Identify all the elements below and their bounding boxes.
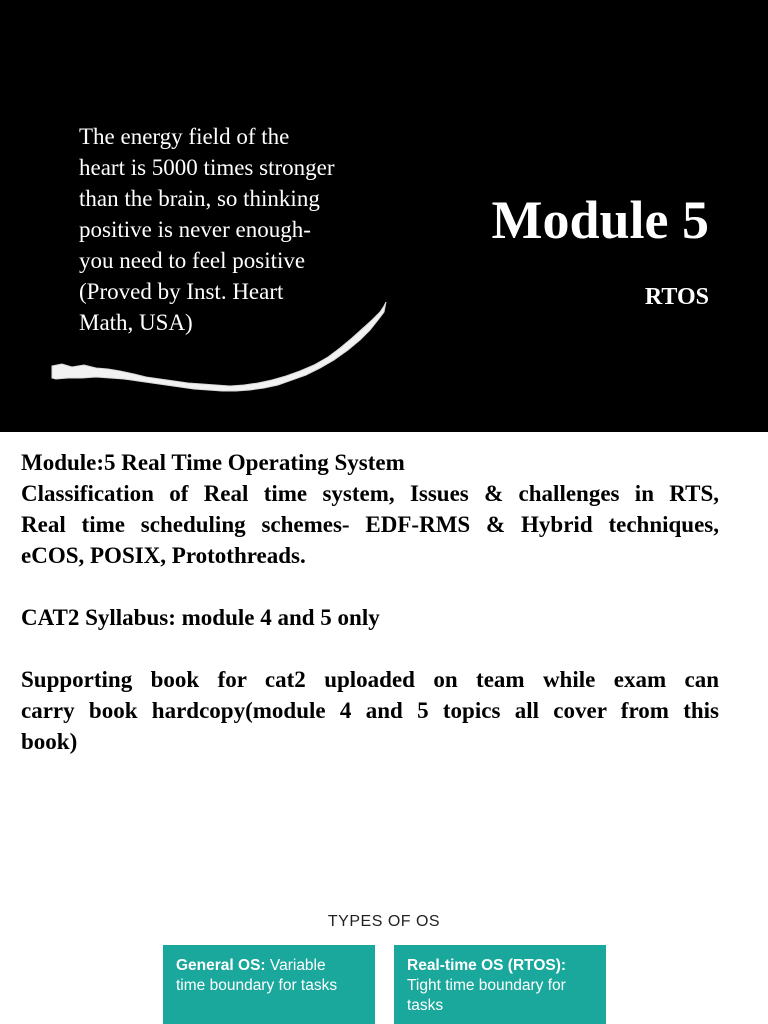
topics-line: eCOS, POSIX, Protothreads.: [21, 543, 306, 568]
quote-line: positive is never enough-: [79, 217, 311, 242]
cat2-syllabus: CAT2 Syllabus: module 4 and 5 only: [21, 605, 380, 630]
quote-line: heart is 5000 times stronger: [79, 155, 335, 180]
module-content: [21, 447, 719, 757]
supporting-line: carry book hardcopy(module 4 and 5 topics all cover from this: [21, 698, 719, 723]
rtos-card: [394, 945, 606, 1024]
quote-line: The energy field of the: [79, 124, 290, 149]
module-subtitle: RTOS: [644, 284, 709, 310]
supporting-line: book): [21, 729, 78, 754]
types-of-os-title: TYPES OF OS: [327, 913, 441, 930]
quote-line: (Proved by Inst. Heart: [79, 279, 284, 304]
card-text: Variable: [265, 957, 326, 974]
quote-line: than the brain, so thinking: [79, 186, 320, 211]
quote-line: you need to feel positive: [79, 248, 306, 273]
card-text: time boundary for tasks: [176, 977, 338, 994]
card-heading: Real-time OS (RTOS):: [407, 957, 567, 974]
hero-banner: [0, 0, 768, 432]
torn-paper-decoration: [50, 298, 390, 393]
general-os-card: [163, 945, 375, 1024]
module-heading: Module:5 Real Time Operating System: [21, 450, 405, 475]
card-text: Tight time boundary for: [407, 977, 566, 994]
card-text: tasks: [407, 997, 444, 1014]
card-heading: General OS:: [176, 957, 266, 974]
topics-line: Classification of Real time system, Issues & challenges in RTS,: [21, 481, 719, 506]
module-title: Module 5: [491, 190, 709, 250]
module-topics: [21, 478, 719, 571]
supporting-book-note: [21, 664, 719, 757]
quote-line: Math, USA): [79, 310, 193, 335]
topics-line: Real time scheduling schemes- EDF-RMS & Hybrid techniques,: [21, 512, 719, 537]
supporting-line: Supporting book for cat2 uploaded on team while exam can: [21, 667, 719, 692]
